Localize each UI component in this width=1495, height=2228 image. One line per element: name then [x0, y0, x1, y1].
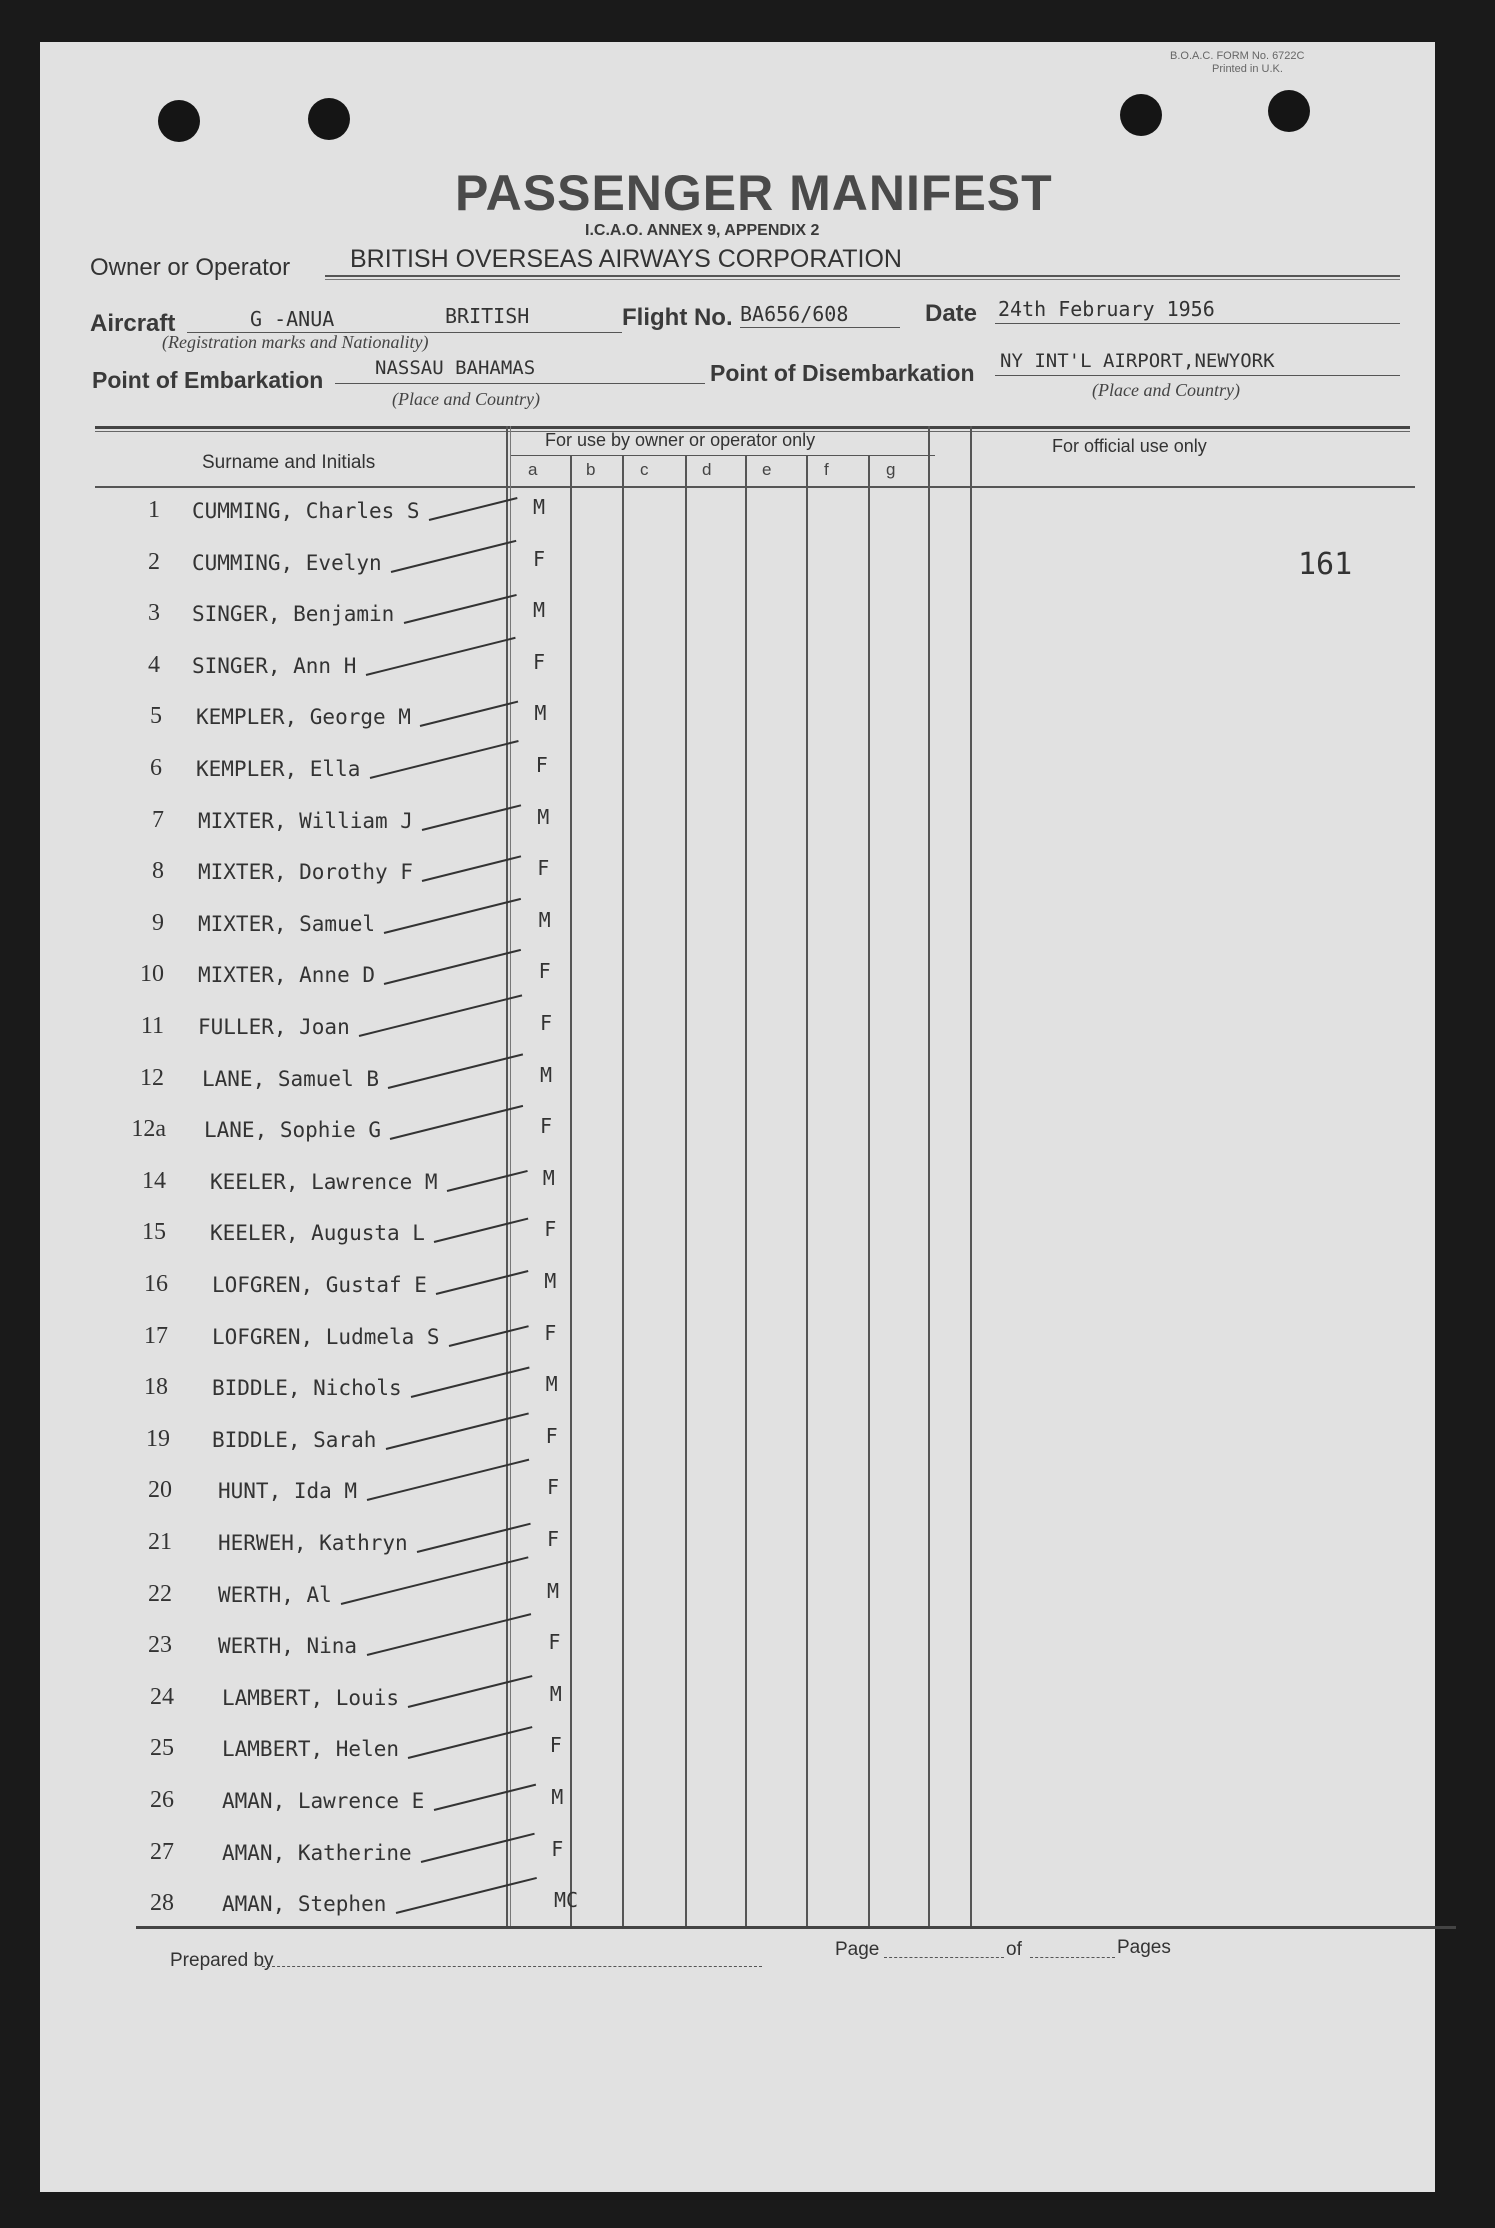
- passenger-sex: F: [544, 1217, 557, 1242]
- check-mark: [429, 497, 518, 521]
- pages-label: Pages: [1117, 1937, 1171, 1958]
- passenger-name: AMAN, Stephen: [222, 1892, 387, 1917]
- passenger-name: KEMPLER, George M: [196, 705, 411, 730]
- date-label: Date: [925, 300, 978, 327]
- passenger-row: [40, 1209, 1435, 1261]
- passenger-name: AMAN, Katherine: [222, 1840, 412, 1865]
- check-mark: [422, 804, 521, 831]
- passenger-row: [40, 1880, 1435, 1932]
- passenger-name: BIDDLE, Sarah: [212, 1427, 377, 1452]
- passenger-sex: MC: [554, 1888, 579, 1913]
- passenger-row: [40, 1261, 1435, 1313]
- passenger-number: 17: [144, 1322, 168, 1349]
- passenger-row: [40, 1571, 1435, 1623]
- check-mark: [384, 898, 521, 934]
- passenger-name: LAMBERT, Louis: [222, 1685, 400, 1710]
- manifest-sheet: [40, 42, 1435, 2192]
- passenger-sex: M: [540, 1062, 553, 1087]
- passenger-number: 18: [144, 1374, 168, 1401]
- page-title: PASSENGER MANIFEST: [455, 165, 1053, 221]
- official-number: 161: [1298, 547, 1353, 582]
- passenger-name: LOFGREN, Gustaf E: [212, 1273, 427, 1297]
- passenger-name: MIXTER, William J: [198, 808, 413, 833]
- passenger-number: 26: [150, 1787, 174, 1813]
- passenger-row: [40, 1416, 1435, 1468]
- passenger-number: 1: [148, 497, 160, 523]
- passenger-number: 12: [140, 1064, 164, 1091]
- disembarkation-value: NY INT'L AIRPORT,NEWYORK: [1000, 350, 1275, 372]
- official-use-header: For official use only: [1052, 436, 1207, 456]
- passenger-number: 22: [148, 1580, 172, 1607]
- check-mark: [391, 539, 517, 572]
- passenger-row: [40, 1313, 1435, 1365]
- owner-column-letter: c: [640, 460, 649, 479]
- flight-number: BA656/608: [740, 302, 849, 326]
- passenger-number: 11: [140, 1013, 164, 1039]
- passenger-name: KEELER, Lawrence M: [210, 1169, 438, 1194]
- check-mark: [388, 1053, 523, 1088]
- passenger-sex: M: [533, 495, 546, 519]
- passenger-number: 3: [148, 600, 160, 627]
- passenger-number: 6: [150, 755, 162, 781]
- passenger-row: [40, 1364, 1435, 1416]
- check-mark: [408, 1675, 533, 1708]
- passenger-number: 14: [142, 1167, 166, 1194]
- passenger-row: [40, 487, 1435, 539]
- passenger-number: 7: [152, 806, 164, 833]
- passenger-number: 16: [144, 1271, 168, 1297]
- check-mark: [449, 1325, 529, 1347]
- passenger-number: 19: [146, 1425, 170, 1452]
- passenger-row: [40, 1106, 1435, 1158]
- passenger-number: 21: [148, 1529, 172, 1555]
- check-mark: [403, 594, 516, 624]
- passenger-name: SINGER, Ann H: [192, 653, 357, 678]
- passenger-number: 4: [148, 651, 160, 678]
- passenger-number: 9: [152, 909, 164, 936]
- passenger-sex: F: [535, 753, 548, 777]
- passenger-number: 5: [150, 703, 162, 730]
- passenger-name: LANE, Samuel B: [202, 1066, 380, 1091]
- passenger-number: 28: [150, 1890, 174, 1917]
- passenger-row: [40, 1519, 1435, 1571]
- passenger-row: [40, 900, 1435, 952]
- passenger-name: MIXTER, Samuel: [198, 911, 376, 936]
- owner-column-letter: g: [886, 460, 896, 479]
- owner-column-letter: d: [702, 460, 712, 479]
- passenger-name: WERTH, Nina: [218, 1634, 358, 1659]
- passenger-name: LANE, Sophie G: [204, 1118, 382, 1143]
- passenger-number: 25: [150, 1735, 174, 1762]
- passenger-sex: M: [534, 701, 547, 726]
- check-mark: [434, 1218, 529, 1243]
- passenger-row: [40, 1467, 1435, 1519]
- printed-in: Printed in U.K.: [1212, 63, 1283, 75]
- check-mark: [417, 1523, 531, 1553]
- disembarkation-label: Point of Disembarkation: [710, 360, 975, 386]
- passenger-sex: M: [533, 598, 546, 623]
- check-mark: [433, 1784, 535, 1811]
- passenger-sex: M: [538, 907, 551, 932]
- embarkation-label: Point of Embarkation: [92, 367, 324, 393]
- passenger-number: 12a: [131, 1116, 166, 1143]
- owner-column-letter: f: [824, 460, 829, 479]
- passenger-sex: F: [547, 1475, 560, 1500]
- owner-use-header: For use by owner or operator only: [545, 430, 816, 450]
- check-mark: [422, 856, 521, 883]
- names-column-header: Surname and Initials: [202, 452, 376, 473]
- passenger-number: 8: [152, 858, 164, 885]
- passenger-sex: M: [545, 1372, 558, 1397]
- passenger-sex: F: [548, 1630, 561, 1655]
- passenger-row: [40, 539, 1435, 591]
- owner-value: BRITISH OVERSEAS AIRWAYS CORPORATION: [350, 245, 902, 273]
- check-mark: [420, 701, 519, 727]
- disembarkation-place-note: (Place and Country): [1092, 380, 1240, 400]
- check-mark: [370, 740, 519, 779]
- check-mark: [396, 1877, 537, 1914]
- passenger-row: [40, 642, 1435, 694]
- embarkation-value: NASSAU BAHAMAS: [375, 357, 536, 379]
- check-mark: [386, 1412, 529, 1449]
- passenger-number: 2: [148, 548, 160, 575]
- passenger-row: [40, 1055, 1435, 1107]
- passenger-number: 10: [140, 961, 164, 988]
- check-mark: [447, 1170, 528, 1192]
- passenger-sex: F: [544, 1320, 557, 1345]
- passenger-name: BIDDLE, Nichols: [212, 1376, 402, 1401]
- passenger-sex: M: [537, 804, 550, 829]
- passenger-name: HERWEH, Kathryn: [218, 1531, 408, 1555]
- passenger-name: LOFGREN, Ludmela S: [212, 1324, 440, 1349]
- passenger-name: CUMMING, Charles S: [192, 499, 420, 523]
- check-mark: [411, 1367, 529, 1398]
- owner-label: Owner or Operator: [90, 254, 291, 281]
- check-mark: [436, 1270, 529, 1295]
- passenger-sex: F: [549, 1733, 562, 1758]
- passenger-name: KEMPLER, Ella: [196, 757, 361, 781]
- passenger-sex: M: [551, 1785, 564, 1809]
- aircraft-nationality: BRITISH: [445, 304, 530, 328]
- passenger-sex: M: [542, 1165, 555, 1190]
- passenger-name: KEELER, Augusta L: [210, 1221, 425, 1246]
- check-mark: [408, 1726, 533, 1759]
- passenger-sex: F: [551, 1836, 564, 1861]
- passenger-name: SINGER, Benjamin: [192, 602, 395, 627]
- passenger-row: [40, 1725, 1435, 1777]
- passenger-row: [40, 1829, 1435, 1881]
- aircraft-registration: G -ANUA: [250, 307, 335, 331]
- passenger-sex: F: [533, 649, 546, 674]
- of-label: of: [1006, 1939, 1022, 1960]
- owner-column-letter: e: [762, 460, 772, 479]
- passenger-row: [40, 693, 1435, 745]
- punch-hole: [1268, 90, 1310, 132]
- passenger-name: MIXTER, Anne D: [198, 963, 376, 988]
- passenger-row: [40, 1003, 1435, 1055]
- embarkation-place-note: (Place and Country): [392, 389, 540, 409]
- prepared-by-label: Prepared by: [170, 1950, 274, 1971]
- aircraft-label: Aircraft: [90, 310, 176, 337]
- check-mark: [384, 949, 521, 985]
- passenger-sex: M: [549, 1681, 562, 1706]
- passenger-row: [40, 1158, 1435, 1210]
- passenger-sex: F: [547, 1527, 560, 1551]
- punch-hole: [308, 98, 350, 140]
- page-label: Page: [835, 1939, 880, 1960]
- passenger-name: LAMBERT, Helen: [222, 1737, 400, 1762]
- passenger-name: CUMMING, Evelyn: [192, 550, 382, 575]
- passenger-sex: F: [540, 1011, 553, 1035]
- passenger-row: [40, 951, 1435, 1003]
- passenger-number: 15: [142, 1219, 166, 1246]
- check-mark: [421, 1832, 535, 1862]
- passenger-sex: F: [533, 546, 546, 571]
- passenger-name: AMAN, Lawrence E: [222, 1789, 425, 1813]
- passenger-row: [40, 1674, 1435, 1726]
- passenger-sex: F: [540, 1114, 553, 1139]
- passenger-row: [40, 848, 1435, 900]
- passenger-name: WERTH, Al: [218, 1582, 332, 1607]
- owner-column-letter: a: [528, 460, 538, 479]
- passenger-row: [40, 745, 1435, 797]
- check-mark: [390, 1105, 523, 1140]
- passenger-sex: M: [547, 1578, 560, 1603]
- passenger-row: [40, 1622, 1435, 1674]
- passenger-row: [40, 797, 1435, 849]
- passenger-number: 23: [148, 1632, 172, 1659]
- passenger-number: 27: [150, 1838, 174, 1865]
- passenger-name: HUNT, Ida M: [218, 1479, 358, 1504]
- form-code: B.O.A.C. FORM No. 6722C: [1170, 50, 1305, 62]
- aircraft-note: (Registration marks and Nationality): [162, 332, 429, 352]
- punch-hole: [1120, 94, 1162, 136]
- passenger-row: [40, 590, 1435, 642]
- check-mark: [366, 637, 516, 676]
- flight-date: 24th February 1956: [998, 297, 1215, 321]
- passenger-name: FULLER, Joan: [198, 1015, 350, 1039]
- passenger-sex: M: [544, 1269, 557, 1293]
- passenger-name: MIXTER, Dorothy F: [198, 860, 413, 885]
- flight-label: Flight No.: [622, 304, 733, 331]
- passenger-sex: F: [537, 856, 550, 881]
- passenger-row: [40, 1777, 1435, 1829]
- passenger-sex: F: [545, 1423, 558, 1448]
- punch-hole: [158, 100, 200, 142]
- passenger-sex: F: [538, 959, 551, 984]
- passenger-number: 20: [148, 1477, 172, 1504]
- passenger-number: 24: [150, 1683, 174, 1710]
- owner-column-letter: b: [586, 460, 596, 479]
- page-subtitle: I.C.A.O. ANNEX 9, APPENDIX 2: [585, 222, 820, 239]
